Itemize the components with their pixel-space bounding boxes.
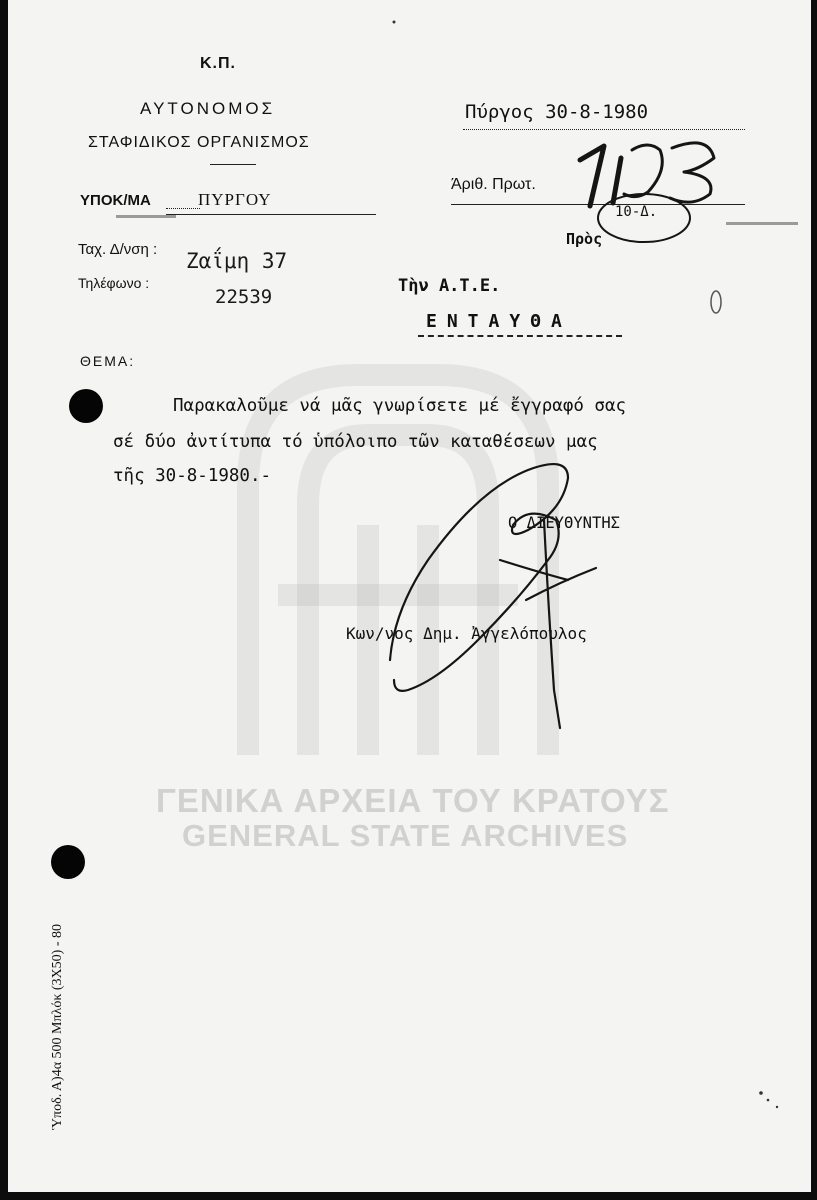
body-line-1: Παρακαλοῦμε νά μᾶς γνωρίσετε μέ ἔγγραφό σας xyxy=(173,396,627,416)
address-value: Ζαΐμη 37 xyxy=(186,249,288,273)
signature-scribble xyxy=(390,464,596,728)
document-page xyxy=(8,0,811,1192)
subject-label: ΘΕΜΑ: xyxy=(80,353,136,369)
protocol-circled-ref: 10-Δ. xyxy=(615,204,658,220)
phone-value: 22539 xyxy=(215,286,273,308)
org-name-line1: ΑΥΤΟΝΟΜΟΣ xyxy=(140,99,276,118)
body-line-3: τῆς 30-8-1980.- xyxy=(113,466,272,486)
ink-overlay xyxy=(8,0,811,1192)
address-label: Ταχ. Δ/νση : xyxy=(78,241,158,258)
speck-marks xyxy=(393,21,779,1109)
margin-print: Ὑποδ. Α)4α 500 Μπλόκ (3Χ50) - 80 xyxy=(50,924,65,1130)
signature-title: Ο ΔΙΕΥΘΥΝΤΗΣ xyxy=(508,514,620,532)
branch-label: ΥΠΟΚ/ΜΑ xyxy=(80,192,151,209)
place-date: Πύργος 30-8-1980 xyxy=(465,101,649,123)
phone-label: Τηλέφωνο : xyxy=(78,275,150,291)
protocol-label: Άριθ. Πρωτ. xyxy=(451,176,536,193)
body-line-2: σέ δύο ἀντίτυπα τό ὑπόλοιπο τῶν καταθέσεων μας xyxy=(113,432,598,452)
header-initials: Κ.Π. xyxy=(200,55,236,72)
recipient-location: ΕΝΤΑΥΘΑ xyxy=(426,311,572,332)
signature-name: Κων/νος Δημ. Ἀγγελόπουλος xyxy=(346,624,587,643)
watermark-greek-text: ΓΕΝΙΚΑ ΑΡΧΕΙΑ ΤΟΥ ΚΡΑΤΟΥΣ xyxy=(156,782,670,819)
branch-value: ΠΥΡΓΟΥ xyxy=(198,190,272,209)
watermark-english-text: GENERAL STATE ARCHIVES xyxy=(182,818,629,853)
org-name-line2: ΣΤΑΦΙΔΙΚΟΣ ΟΡΓΑΝΙΣΜΟΣ xyxy=(88,134,310,151)
faint-dots xyxy=(116,215,798,225)
ref-circle xyxy=(598,194,690,242)
protocol-number-handwriting xyxy=(580,146,621,206)
recipient-name: Τὴν Α.Τ.Ε. xyxy=(398,276,501,296)
to-label: Πρὸς xyxy=(566,230,603,248)
